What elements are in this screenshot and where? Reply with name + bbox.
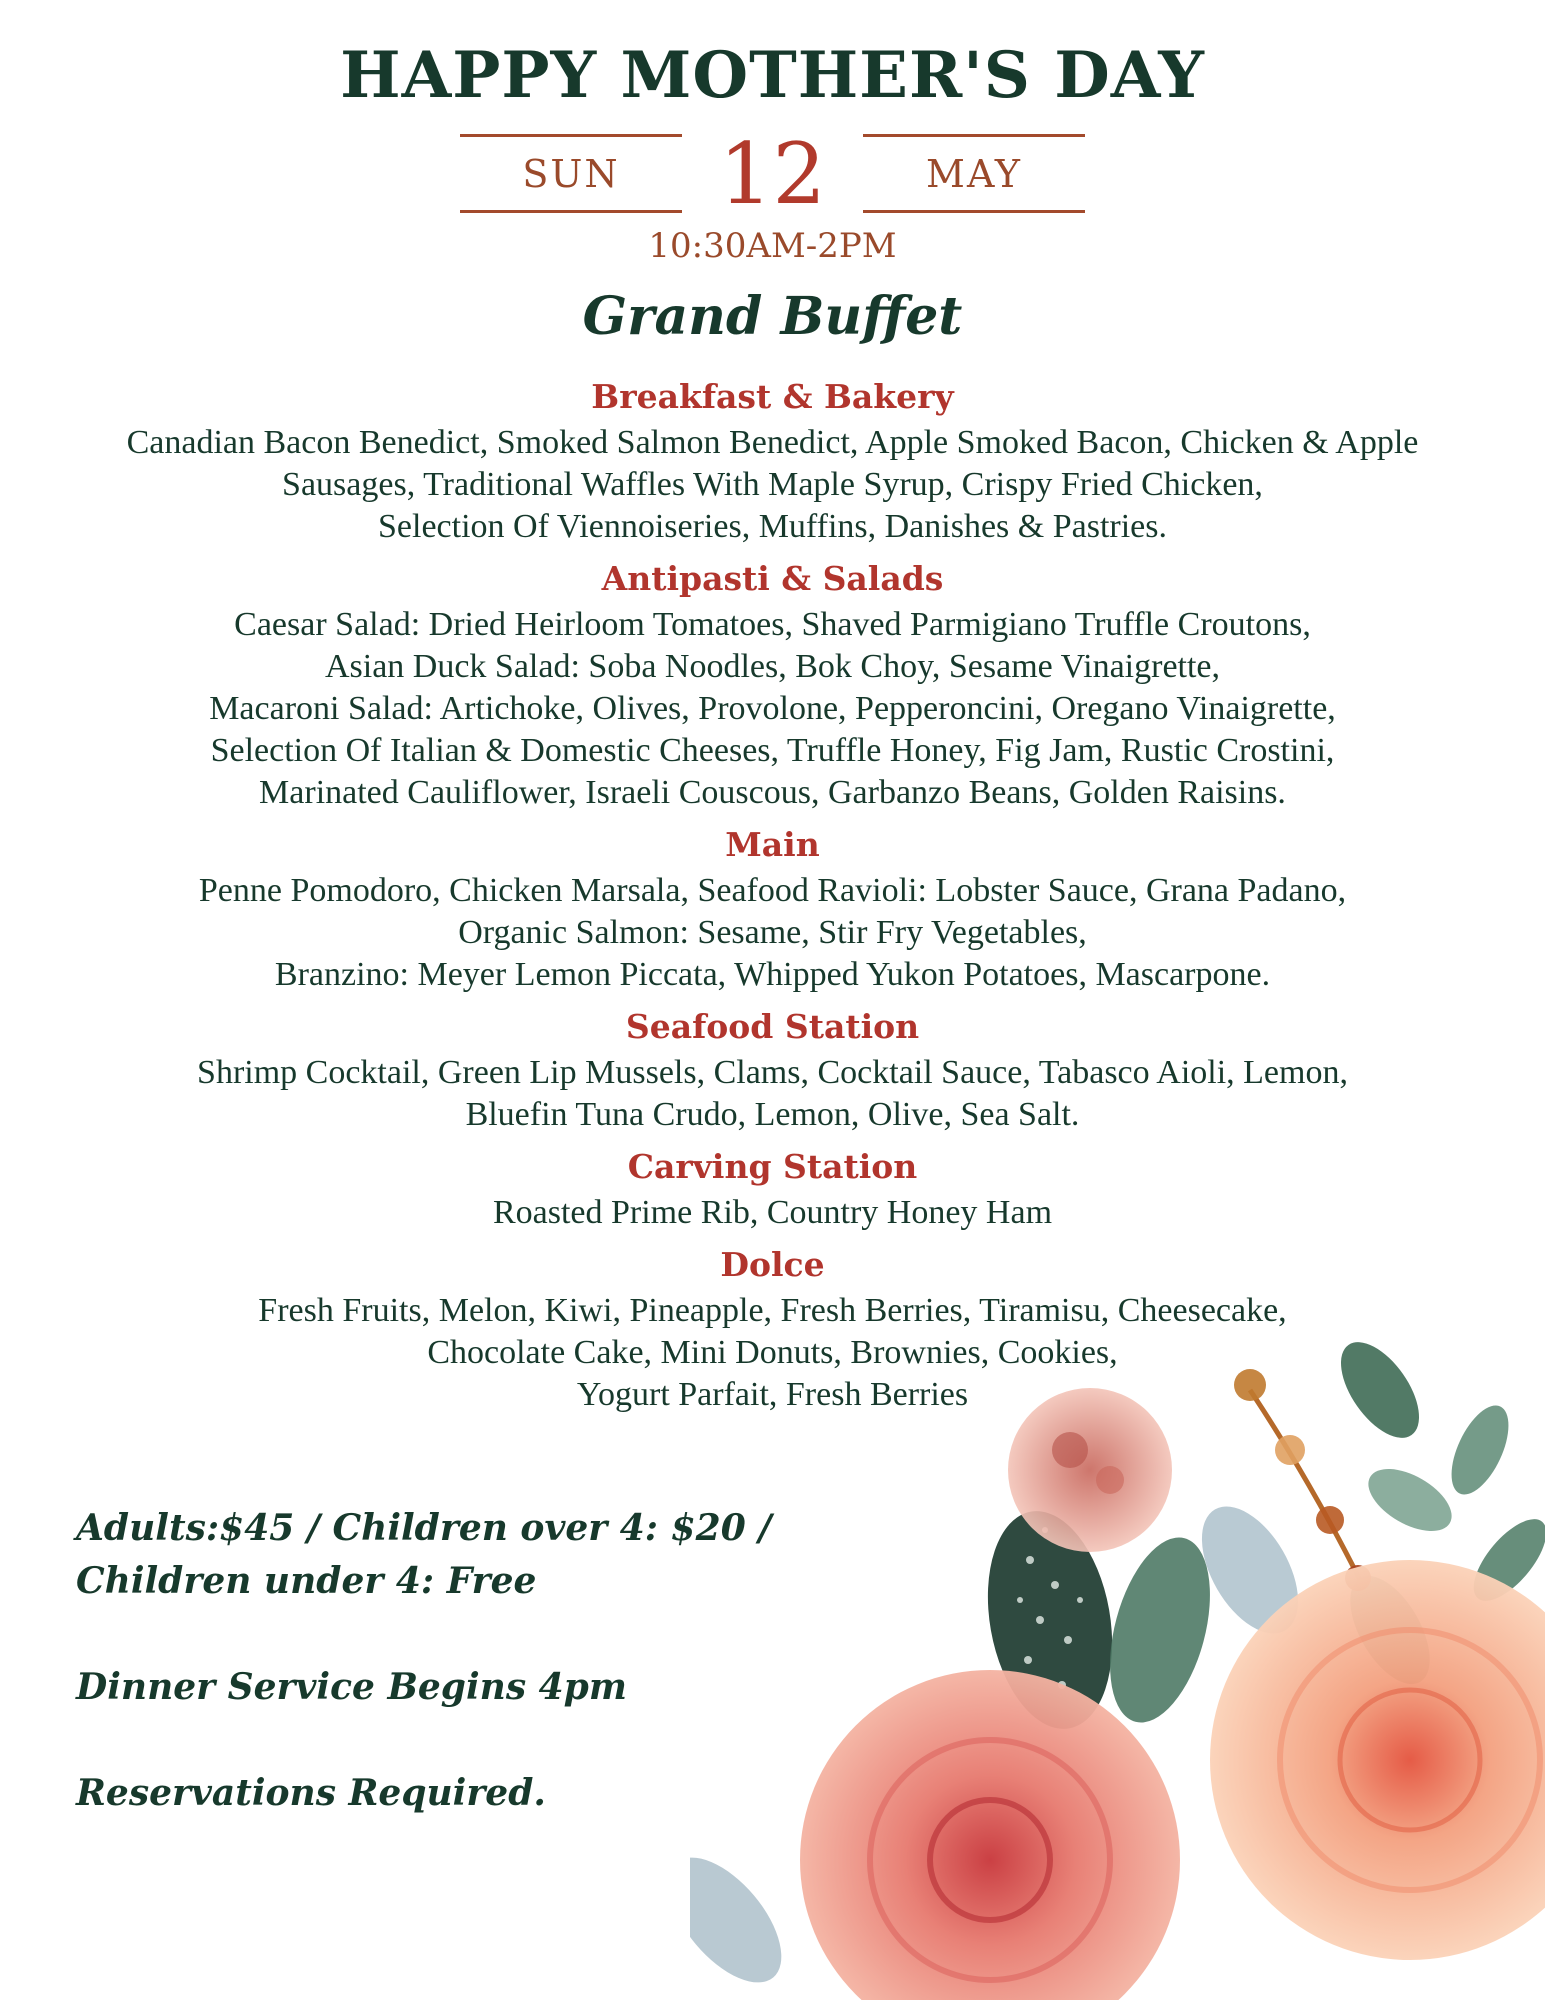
leaf-shape [1440, 1397, 1520, 1503]
menu-line: Selection Of Italian & Domestic Cheeses, Truffle Honey, Fig Jam, Rustic Crostini, [210, 732, 1335, 769]
floral-illustration [690, 1300, 1545, 2000]
menu-line: Canadian Bacon Benedict, Smoked Salmon Benedict, Apple Smoked Bacon, Chicken & Apple [126, 424, 1419, 461]
menu-line: Bluefin Tuna Crudo, Lemon, Olive, Sea Salt. [465, 1096, 1080, 1133]
section-heading: Carving Station [627, 1147, 918, 1186]
menu-line: Branzino: Meyer Lemon Piccata, Whipped Yukon Potatoes, Mascarpone. [274, 956, 1271, 993]
menu-line: Macaroni Salad: Artichoke, Olives, Provolone, Pepperoncini, Oregano Vinaigrette, [209, 690, 1336, 727]
menu-section-seafood [60, 1002, 1485, 1136]
menu-line: Asian Duck Salad: Soba Noodles, Bok Choy, Sesame Vinaigrette, [324, 648, 1221, 685]
menu-subtitle: Grand Buffet [582, 286, 963, 347]
event-time: 10:30AM-2PM [648, 226, 897, 266]
date-rule-top-right [863, 134, 1085, 137]
date-day: 12 [719, 125, 826, 223]
dinner-service-note: Dinner Service Begins 4pm [76, 1666, 627, 1708]
leaf-shape [1358, 1456, 1462, 1544]
menu-line: Sausages, Traditional Waffles With Maple Syrup, Crispy Fried Chicken, [282, 466, 1263, 503]
date-month: MAY [926, 152, 1022, 196]
menu-line: Chocolate Cake, Mini Donuts, Brownies, Cookies, [427, 1334, 1118, 1371]
menu-section-breakfast [60, 372, 1485, 548]
menu-line: Organic Salmon: Sesame, Stir Fry Vegetables, [458, 914, 1087, 951]
menu-section-carving [60, 1142, 1485, 1234]
leaf-shape [690, 1838, 802, 2000]
small-flower-shape [1008, 1388, 1172, 1552]
page-title: HAPPY MOTHER'S DAY [340, 38, 1205, 113]
pink-rose-shape [800, 1670, 1180, 2000]
date-weekday: SUN [522, 152, 620, 196]
menu-line: Penne Pomodoro, Chicken Marsala, Seafood Ravioli: Lobster Sauce, Grana Padano, [198, 872, 1347, 909]
section-heading: Main [725, 825, 820, 864]
menu-line: Fresh Fruits, Melon, Kiwi, Pineapple, Fresh Berries, Tiramisu, Cheesecake, [258, 1292, 1287, 1329]
pricing-line: Adults:$45 / Children over 4: $20 / [76, 1507, 772, 1549]
leaf-shape [1326, 1329, 1435, 1451]
event-info [76, 1502, 776, 1820]
section-heading: Dolce [720, 1245, 825, 1284]
date-rule-bottom-left [460, 210, 682, 213]
menu-line: Yogurt Parfait, Fresh Berries [576, 1376, 969, 1413]
menu-section-main [60, 820, 1485, 996]
menu-line: Roasted Prime Rib, Country Honey Ham [492, 1194, 1053, 1231]
menu-line: Selection Of Viennoiseries, Muffins, Danishes & Pastries. [378, 508, 1167, 545]
reservations-note: Reservations Required. [76, 1772, 546, 1814]
date-rule-top-left [460, 134, 682, 137]
section-heading: Seafood Station [625, 1007, 920, 1046]
pricing-line: Children under 4: Free [76, 1560, 537, 1602]
menu-line: Marinated Cauliflower, Israeli Couscous, Garbanzo Beans, Golden Raisins. [259, 774, 1286, 811]
section-heading: Breakfast & Bakery [591, 377, 954, 416]
menu-section-antipasti [60, 554, 1485, 814]
menu-body [60, 372, 1485, 1416]
menu-line: Shrimp Cocktail, Green Lip Mussels, Clams, Cocktail Sauce, Tabasco Aioli, Lemon, [197, 1054, 1348, 1091]
menu-line: Caesar Salad: Dried Heirloom Tomatoes, Shaved Parmigiano Truffle Croutons, [234, 606, 1311, 643]
section-heading: Antipasti & Salads [601, 559, 944, 598]
date-rule-bottom-right [863, 210, 1085, 213]
